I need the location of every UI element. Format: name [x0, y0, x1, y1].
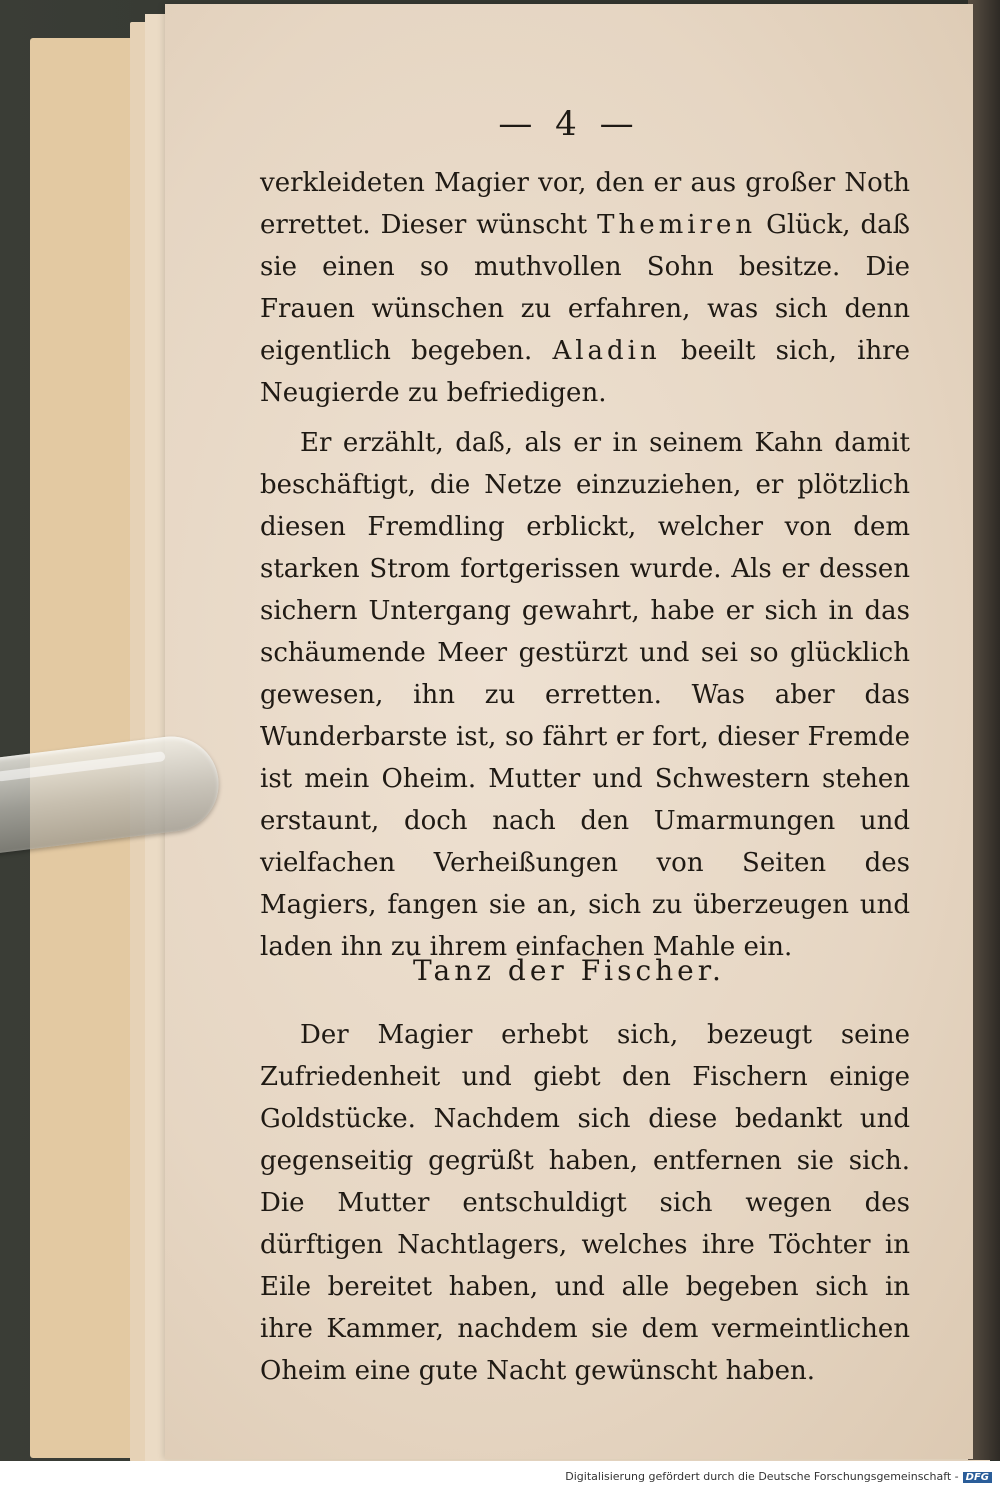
name-themiren: Themiren: [597, 210, 757, 240]
text-line: befriedigen.: [446, 378, 607, 408]
paragraph-continued: [260, 162, 910, 414]
footer-bar: [0, 1461, 1000, 1487]
paragraph-text: Der Magier erhebt sich, bezeugt seine Zufriedenheit und giebt den Fischern einige Goldstücke. Nachdem sich diese bedankt und gegenseitig gegrüßt haben, entfernen sie sich. Die Mutter entschuldigt sich wegen des dürftigen Nachtlagers, welches ihre Töchter in Eile bereitet haben, und alle begeben sich in ihre Kammer, nachdem sie dem vermeintlichen Oheim eine gute Nacht gewünscht haben.: [260, 1020, 910, 1386]
book-page: [165, 4, 973, 1459]
holder-highlight: [0, 751, 166, 782]
text-line: errettet. Dieser wünscht: [260, 210, 598, 240]
text-line: verkleideten Magier vor, den er aus großer Noth: [260, 168, 910, 198]
paragraph-narration: [260, 422, 910, 968]
text-line: sie einen so muthvollen Sohn besitze. Die Frauen: [260, 252, 910, 324]
footer-credit: [565, 1470, 992, 1483]
section-heading: Tanz der Fischer.: [413, 954, 725, 987]
text-line: begeben.: [411, 336, 553, 366]
page-number: — 4 —: [498, 104, 640, 144]
text-line: wünschen zu erfahren, was sich denn eigentlich: [260, 294, 911, 366]
paragraph-dance: [260, 1014, 910, 1392]
dfg-logo-icon: DFG: [963, 1472, 992, 1483]
credit-text: Digitalisierung gefördert durch die Deutsche Forschungsgemeinschaft -: [565, 1470, 959, 1483]
name-aladin: Aladin: [552, 336, 661, 366]
paragraph-text: Er erzählt, daß, als er in seinem Kahn damit beschäftigt, die Netze einzuziehen, er plötzlich diesen Fremdling erblickt, welcher von dem starken Strom fortgerissen wurde. Als er dessen sichern Untergang gewahrt, habe er sich in das schäumende Meer gestürzt und sei so glücklich gewesen, ihn zu erretten. Was aber das Wunderbarste ist, so fährt er fort, dieser Fremde ist mein Oheim. Mutter und Schwestern stehen erstaunt, doch nach den Umarmungen und vielfachen Verheißungen von Seiten des Magiers, fangen sie an, sich zu überzeugen und laden ihn zu ihrem einfachen Mahle ein.: [260, 428, 910, 962]
text-line: beeilt sich, ihre Neugierde zu: [260, 336, 910, 408]
text-line: Glück, daß: [756, 210, 910, 240]
